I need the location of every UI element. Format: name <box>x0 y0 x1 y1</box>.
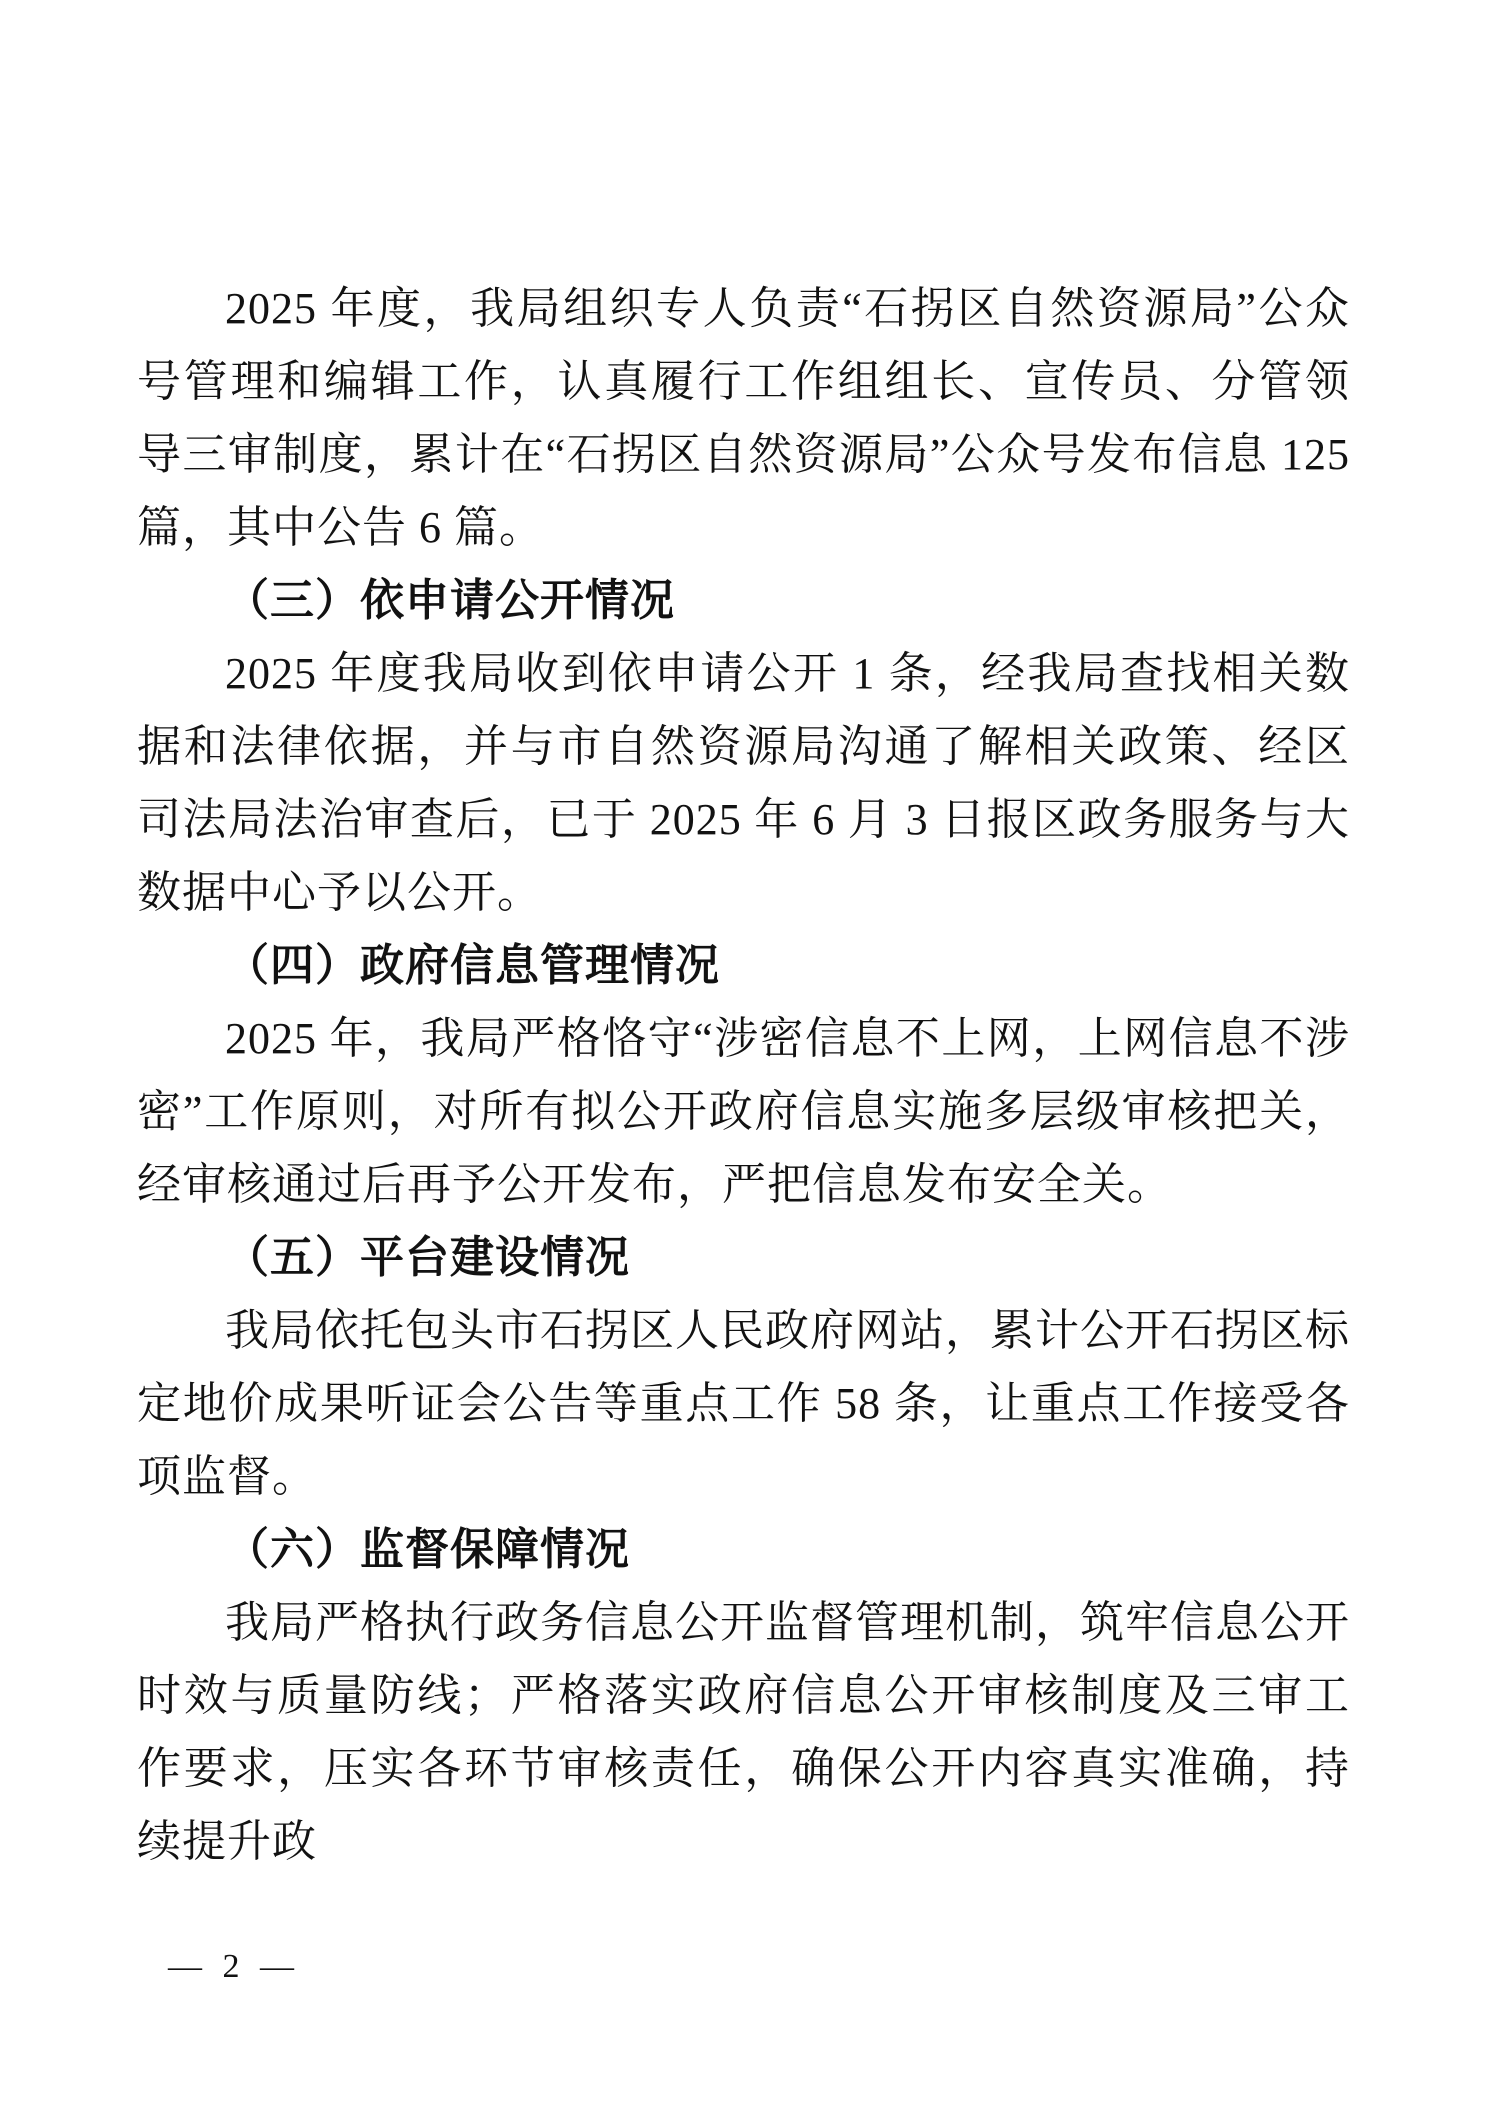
section-heading-5-platform-construction: （五）平台建设情况 <box>225 1233 630 1282</box>
document-body <box>137 272 1350 1878</box>
paragraph-information-management: 2025 年，我局严格恪守“涉密信息不上网，上网信息不涉密”工作原则，对所有拟公开政府信息实施多层级审核把关，经审核通过后再予公开发布，严把信息发布安全关。 <box>137 1014 1350 1209</box>
page-number: — 2 — <box>168 1948 300 1985</box>
paragraph-public-account-management: 2025 年度，我局组织专人负责“石拐区自然资源局”公众号管理和编辑工作，认真履行工作组组长、宣传员、分管领导三审制度，累计在“石拐区自然资源局”公众号发布信息 125 篇，其中公告 6 篇。 <box>137 284 1350 552</box>
paragraph-platform-construction: 我局依托包头市石拐区人民政府网站，累计公开石拐区标定地价成果听证会公告等重点工作 58 条，让重点工作接受各项监督。 <box>137 1306 1350 1501</box>
paragraph-disclosure-upon-request: 2025 年度我局收到依申请公开 1 条，经我局查找相关数据和法律依据，并与市自然资源局沟通了解相关政策、经区司法局法治审查后，已于 2025 年 6 月 3 日报区政务服务与大数据中心予以公开。 <box>137 649 1350 917</box>
paragraph-supervision-guarantee: 我局严格执行政务信息公开监督管理机制，筑牢信息公开时效与质量防线；严格落实政府信息公开审核制度及三审工作要求，压实各环节审核责任，确保公开内容真实准确，持续提升政 <box>137 1598 1350 1866</box>
section-heading-3-disclosure-upon-request: （三）依申请公开情况 <box>225 576 675 625</box>
section-heading-4-information-management: （四）政府信息管理情况 <box>225 941 720 990</box>
section-heading-6-supervision-guarantee: （六）监督保障情况 <box>225 1525 630 1574</box>
